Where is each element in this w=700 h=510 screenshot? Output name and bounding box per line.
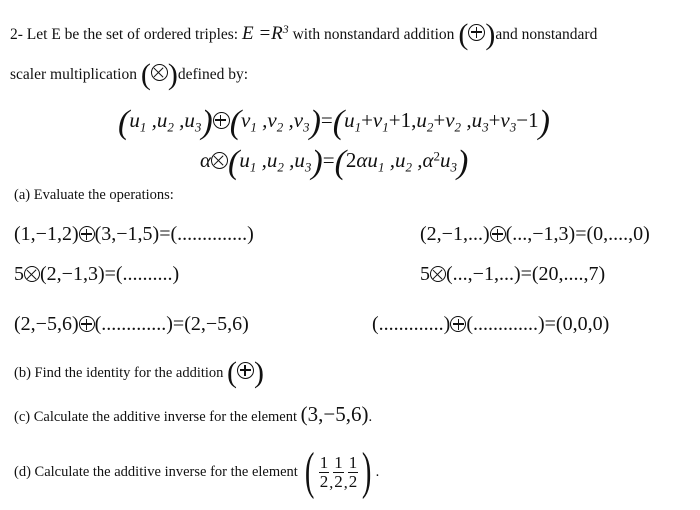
otimes-icon xyxy=(430,266,446,282)
oplus-icon xyxy=(490,226,506,242)
paren-close: ) xyxy=(485,18,496,51)
exercise-a4: 5 (...,−1,...)=(20,....,7) xyxy=(420,263,606,285)
otimes-icon xyxy=(151,64,168,81)
multiplication-definition: α ($u_1$ $,u_2$ $,u_3)=(2\alpha u_1$ $,u_2$ $,\alpha^2u_3$) xyxy=(200,144,469,181)
intro-text: 2- Let E be the set of ordered triples: xyxy=(10,26,242,43)
problem-intro-line1 xyxy=(10,20,597,50)
exercise-a5: (2,−5,6) (.............)=(2,−5,6) xyxy=(14,313,249,335)
part-c-element: (3,−5,6) xyxy=(300,402,369,426)
part-c: (c) Calculate the additive inverse for the element (3,−5,6). xyxy=(14,402,373,426)
part-d-label: (d) Calculate the additive inverse for the element xyxy=(14,463,302,480)
oplus-icon xyxy=(79,226,95,242)
part-b-label: (b) Find the identity for the addition xyxy=(14,365,228,381)
otimes-icon xyxy=(211,152,228,169)
otimes-icon xyxy=(24,266,40,282)
oplus-icon xyxy=(237,362,254,379)
addition-definition: ($u_1$ $,u_2$ $,u_3$) ($v_1$ $,v_2$ $,v_3)=(u_1+v_1+1,u_2+v_2$ $,u_3+v_3-1$) xyxy=(118,104,550,141)
fraction-one-half: $\frac{1}{2}$ xyxy=(348,452,358,491)
defined-by-text: defined by: xyxy=(177,66,249,83)
part-a-label: (a) Evaluate the operations: xyxy=(14,187,174,203)
exercise-a2: (2,−1,...) (...,−1,3)=(0,....,0) xyxy=(420,223,650,245)
fraction-one-half: $\frac{1}{2}$ xyxy=(319,452,329,491)
problem-intro-line2: scaler multiplication ( )defined by: xyxy=(10,58,249,91)
paren-open: ( xyxy=(458,18,469,51)
exercise-a1: (1,−1,2) (3,−1,5)=(..............) xyxy=(14,223,254,245)
exercise-a3: 5 (2,−1,3)=(..........) xyxy=(14,263,180,285)
oplus-icon xyxy=(468,24,485,41)
part-c-label: (c) Calculate the additive inverse for the element xyxy=(14,409,301,425)
part-d: (d) Calculate the additive inverse for the element ( $\frac{1}{2}$ , $\frac{1}{2}$ , $\frac{1}{2}$ ) . xyxy=(14,443,380,500)
oplus-icon xyxy=(79,316,95,332)
set-expression: $E =R^3$ xyxy=(242,23,289,44)
part-b: (b) Find the identity for the addition ( ) xyxy=(14,356,265,389)
nonstandard-text: and nonstandard xyxy=(495,26,598,43)
fraction-one-half: $\frac{1}{2}$ xyxy=(334,452,343,491)
addition-text: with nonstandard addition xyxy=(288,26,459,43)
oplus-icon xyxy=(213,112,230,129)
exercise-a6: (.............) (.............)=(0,0,0) xyxy=(372,313,610,335)
scalar-mult-text: scaler multiplication xyxy=(10,66,141,83)
oplus-icon xyxy=(450,316,466,332)
